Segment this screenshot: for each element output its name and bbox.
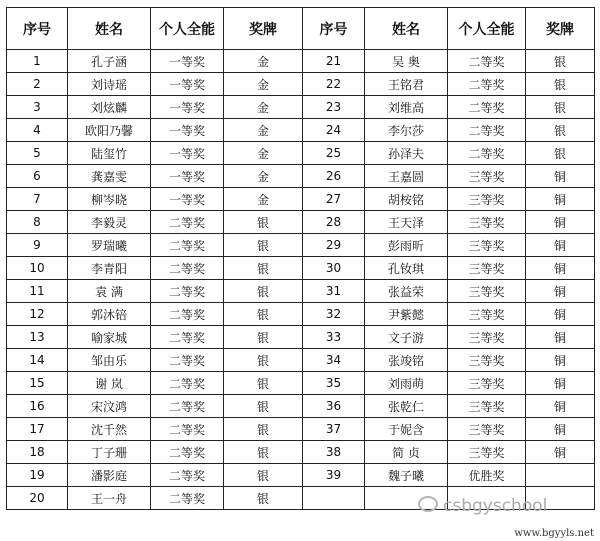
cell-number: [303, 487, 365, 510]
cell-medal: 铜: [526, 211, 595, 234]
cell-all-around: 一等奖: [151, 73, 224, 96]
cell-all-around: 二等奖: [151, 280, 224, 303]
table-row: [7, 234, 595, 257]
cell-number: 35: [303, 372, 365, 395]
cell-medal: 铜: [526, 234, 595, 257]
cell-number: 3: [7, 96, 68, 119]
cell-all-around: 一等奖: [151, 119, 224, 142]
cell-number: 31: [303, 280, 365, 303]
header-number: 序号: [303, 8, 365, 50]
table-row: [7, 303, 595, 326]
cell-medal: 铜: [526, 441, 595, 464]
cell-number: 33: [303, 326, 365, 349]
cell-name: 柳岑晓: [68, 188, 151, 211]
cell-number: 5: [7, 142, 68, 165]
cell-number: 36: [303, 395, 365, 418]
cell-number: 18: [7, 441, 68, 464]
cell-medal: 金: [224, 142, 303, 165]
watermark: [418, 496, 547, 516]
cell-all-around: 三等奖: [448, 165, 526, 188]
cell-name: 于妮含: [365, 418, 448, 441]
cell-name: 孔钕琪: [365, 257, 448, 280]
cell-number: 32: [303, 303, 365, 326]
cell-number: 1: [7, 50, 68, 73]
cell-all-around: 二等奖: [151, 441, 224, 464]
cell-medal: 银: [224, 211, 303, 234]
cell-name: 孔子涵: [68, 50, 151, 73]
site-url: www.bgyyls.net: [514, 528, 594, 539]
cell-number: 13: [7, 326, 68, 349]
cell-all-around: 三等奖: [448, 326, 526, 349]
cell-medal: 银: [224, 441, 303, 464]
cell-name: 罗瑞曦: [68, 234, 151, 257]
cell-number: 34: [303, 349, 365, 372]
cell-all-around: 二等奖: [448, 142, 526, 165]
cell-all-around: 二等奖: [151, 349, 224, 372]
table-row: [7, 257, 595, 280]
table-row: [7, 165, 595, 188]
cell-medal: 银: [224, 418, 303, 441]
table-body: [7, 50, 595, 510]
cell-all-around: 一等奖: [151, 50, 224, 73]
cell-name: 彭雨昕: [365, 234, 448, 257]
cell-medal: 金: [224, 50, 303, 73]
cell-medal: 铜: [526, 303, 595, 326]
cell-all-around: 二等奖: [151, 303, 224, 326]
cell-name: 张竣铭: [365, 349, 448, 372]
cell-all-around: 一等奖: [151, 96, 224, 119]
cell-all-around: 二等奖: [448, 50, 526, 73]
header-medal: 奖牌: [224, 8, 303, 50]
cell-number: 8: [7, 211, 68, 234]
cell-name: 简 贞: [365, 441, 448, 464]
cell-name: 龚嘉雯: [68, 165, 151, 188]
cell-name: 刘雨萌: [365, 372, 448, 395]
cell-name: 王嘉圆: [365, 165, 448, 188]
cell-all-around: 二等奖: [151, 418, 224, 441]
cell-name: 文子游: [365, 326, 448, 349]
cell-medal: 铜: [526, 395, 595, 418]
cell-number: 14: [7, 349, 68, 372]
cell-number: 23: [303, 96, 365, 119]
cell-number: 20: [7, 487, 68, 510]
cell-all-around: 三等奖: [448, 257, 526, 280]
cell-name: 丁子珊: [68, 441, 151, 464]
cell-medal: 银: [526, 96, 595, 119]
cell-all-around: 二等奖: [151, 487, 224, 510]
cell-all-around: 一等奖: [151, 142, 224, 165]
cell-all-around: 二等奖: [151, 326, 224, 349]
table-row: [7, 349, 595, 372]
cell-name: 尹紫懿: [365, 303, 448, 326]
cell-number: 11: [7, 280, 68, 303]
cell-medal: 银: [224, 257, 303, 280]
cell-name: 喻家城: [68, 326, 151, 349]
cell-all-around: 二等奖: [151, 211, 224, 234]
cell-medal: 铜: [526, 372, 595, 395]
cell-all-around: 二等奖: [151, 464, 224, 487]
cell-all-around: 二等奖: [151, 372, 224, 395]
cell-medal: [526, 464, 595, 487]
cell-medal: 铜: [526, 280, 595, 303]
cell-number: 19: [7, 464, 68, 487]
cell-name: 刘维高: [365, 96, 448, 119]
cell-all-around: 三等奖: [448, 349, 526, 372]
table-row: [7, 441, 595, 464]
cell-name: 李尔莎: [365, 119, 448, 142]
cell-name: 潘影庭: [68, 464, 151, 487]
cell-number: 25: [303, 142, 365, 165]
cell-number: 38: [303, 441, 365, 464]
cell-name: 魏子曦: [365, 464, 448, 487]
cell-medal: 铜: [526, 188, 595, 211]
cell-medal: 银: [526, 73, 595, 96]
cell-name: 陆玺竹: [68, 142, 151, 165]
cell-number: 7: [7, 188, 68, 211]
table-row: [7, 96, 595, 119]
cell-medal: 银: [224, 280, 303, 303]
cell-name: 刘炫麟: [68, 96, 151, 119]
cell-medal: 银: [526, 142, 595, 165]
header-name: 姓名: [68, 8, 151, 50]
header-all-around: 个人全能: [448, 8, 526, 50]
table-row: [7, 372, 595, 395]
cell-all-around: 三等奖: [448, 188, 526, 211]
cell-medal: 银: [224, 234, 303, 257]
cell-name: 李青阳: [68, 257, 151, 280]
cell-all-around: 二等奖: [448, 96, 526, 119]
cell-name: 孙泽夫: [365, 142, 448, 165]
header-medal: 奖牌: [526, 8, 595, 50]
cell-medal: 铜: [526, 165, 595, 188]
table-row: [7, 280, 595, 303]
cell-name: 沈千然: [68, 418, 151, 441]
cell-number: 2: [7, 73, 68, 96]
cell-number: 4: [7, 119, 68, 142]
table-row: [7, 418, 595, 441]
cell-number: 24: [303, 119, 365, 142]
cell-all-around: 二等奖: [151, 257, 224, 280]
cell-medal: 银: [224, 487, 303, 510]
cell-number: 28: [303, 211, 365, 234]
cell-medal: 金: [224, 188, 303, 211]
cell-medal: 银: [526, 50, 595, 73]
cell-all-around: 三等奖: [448, 303, 526, 326]
cell-name: 刘诗瑶: [68, 73, 151, 96]
table-row: [7, 395, 595, 418]
cell-all-around: 三等奖: [448, 234, 526, 257]
cell-all-around: 一等奖: [151, 188, 224, 211]
table-row: [7, 142, 595, 165]
table-row: [7, 119, 595, 142]
cell-name: 邹由乐: [68, 349, 151, 372]
cell-name: 宋汶鸿: [68, 395, 151, 418]
cell-number: 39: [303, 464, 365, 487]
cell-name: 欧阳乃馨: [68, 119, 151, 142]
cell-all-around: 一等奖: [151, 165, 224, 188]
table-row: [7, 73, 595, 96]
cell-number: 37: [303, 418, 365, 441]
cell-medal: 金: [224, 96, 303, 119]
cell-medal: 金: [224, 73, 303, 96]
cell-name: 李毅灵: [68, 211, 151, 234]
cell-name: 张乾仁: [365, 395, 448, 418]
cell-name: 谢 岚: [68, 372, 151, 395]
cell-name: 王铭君: [365, 73, 448, 96]
cell-number: 26: [303, 165, 365, 188]
cell-all-around: 二等奖: [448, 73, 526, 96]
cell-number: 30: [303, 257, 365, 280]
wechat-icon: [418, 496, 438, 512]
cell-number: 16: [7, 395, 68, 418]
cell-number: 17: [7, 418, 68, 441]
cell-all-around: 二等奖: [448, 119, 526, 142]
cell-medal: 金: [224, 119, 303, 142]
header-all-around: 个人全能: [151, 8, 224, 50]
cell-number: 27: [303, 188, 365, 211]
cell-medal: 银: [224, 372, 303, 395]
cell-medal: 铜: [526, 349, 595, 372]
cell-number: 22: [303, 73, 365, 96]
cell-all-around: 三等奖: [448, 280, 526, 303]
cell-name: 王一舟: [68, 487, 151, 510]
cell-medal: 铜: [526, 418, 595, 441]
header-name: 姓名: [365, 8, 448, 50]
cell-name: 袁 满: [68, 280, 151, 303]
cell-medal: 银: [224, 395, 303, 418]
cell-name: 吴 奥: [365, 50, 448, 73]
cell-number: 10: [7, 257, 68, 280]
table-row: [7, 211, 595, 234]
cell-medal: 银: [224, 464, 303, 487]
cell-medal: 银: [224, 326, 303, 349]
watermark-text: csbgyschool: [443, 496, 548, 516]
cell-number: 6: [7, 165, 68, 188]
cell-name: 王天泽: [365, 211, 448, 234]
cell-number: 29: [303, 234, 365, 257]
cell-name: 胡桉铭: [365, 188, 448, 211]
header-number: 序号: [7, 8, 68, 50]
cell-all-around: 三等奖: [448, 441, 526, 464]
cell-medal: 铜: [526, 326, 595, 349]
table-row: [7, 326, 595, 349]
cell-medal: 银: [526, 119, 595, 142]
cell-number: 9: [7, 234, 68, 257]
table-row: [7, 50, 595, 73]
cell-number: 12: [7, 303, 68, 326]
cell-all-around: 三等奖: [448, 372, 526, 395]
header-row: [7, 8, 595, 50]
cell-number: 21: [303, 50, 365, 73]
cell-medal: 金: [224, 165, 303, 188]
cell-all-around: 三等奖: [448, 395, 526, 418]
cell-number: 15: [7, 372, 68, 395]
table-row: [7, 188, 595, 211]
cell-name: 张益荣: [365, 280, 448, 303]
cell-medal: 银: [224, 349, 303, 372]
cell-all-around: 二等奖: [151, 234, 224, 257]
cell-all-around: 三等奖: [448, 418, 526, 441]
cell-all-around: 二等奖: [151, 395, 224, 418]
cell-medal: 银: [224, 303, 303, 326]
cell-all-around: 三等奖: [448, 211, 526, 234]
cell-name: 郭沐锫: [68, 303, 151, 326]
cell-medal: 铜: [526, 257, 595, 280]
table-row: [7, 464, 595, 487]
cell-all-around: 优胜奖: [448, 464, 526, 487]
awards-table: [6, 7, 595, 510]
